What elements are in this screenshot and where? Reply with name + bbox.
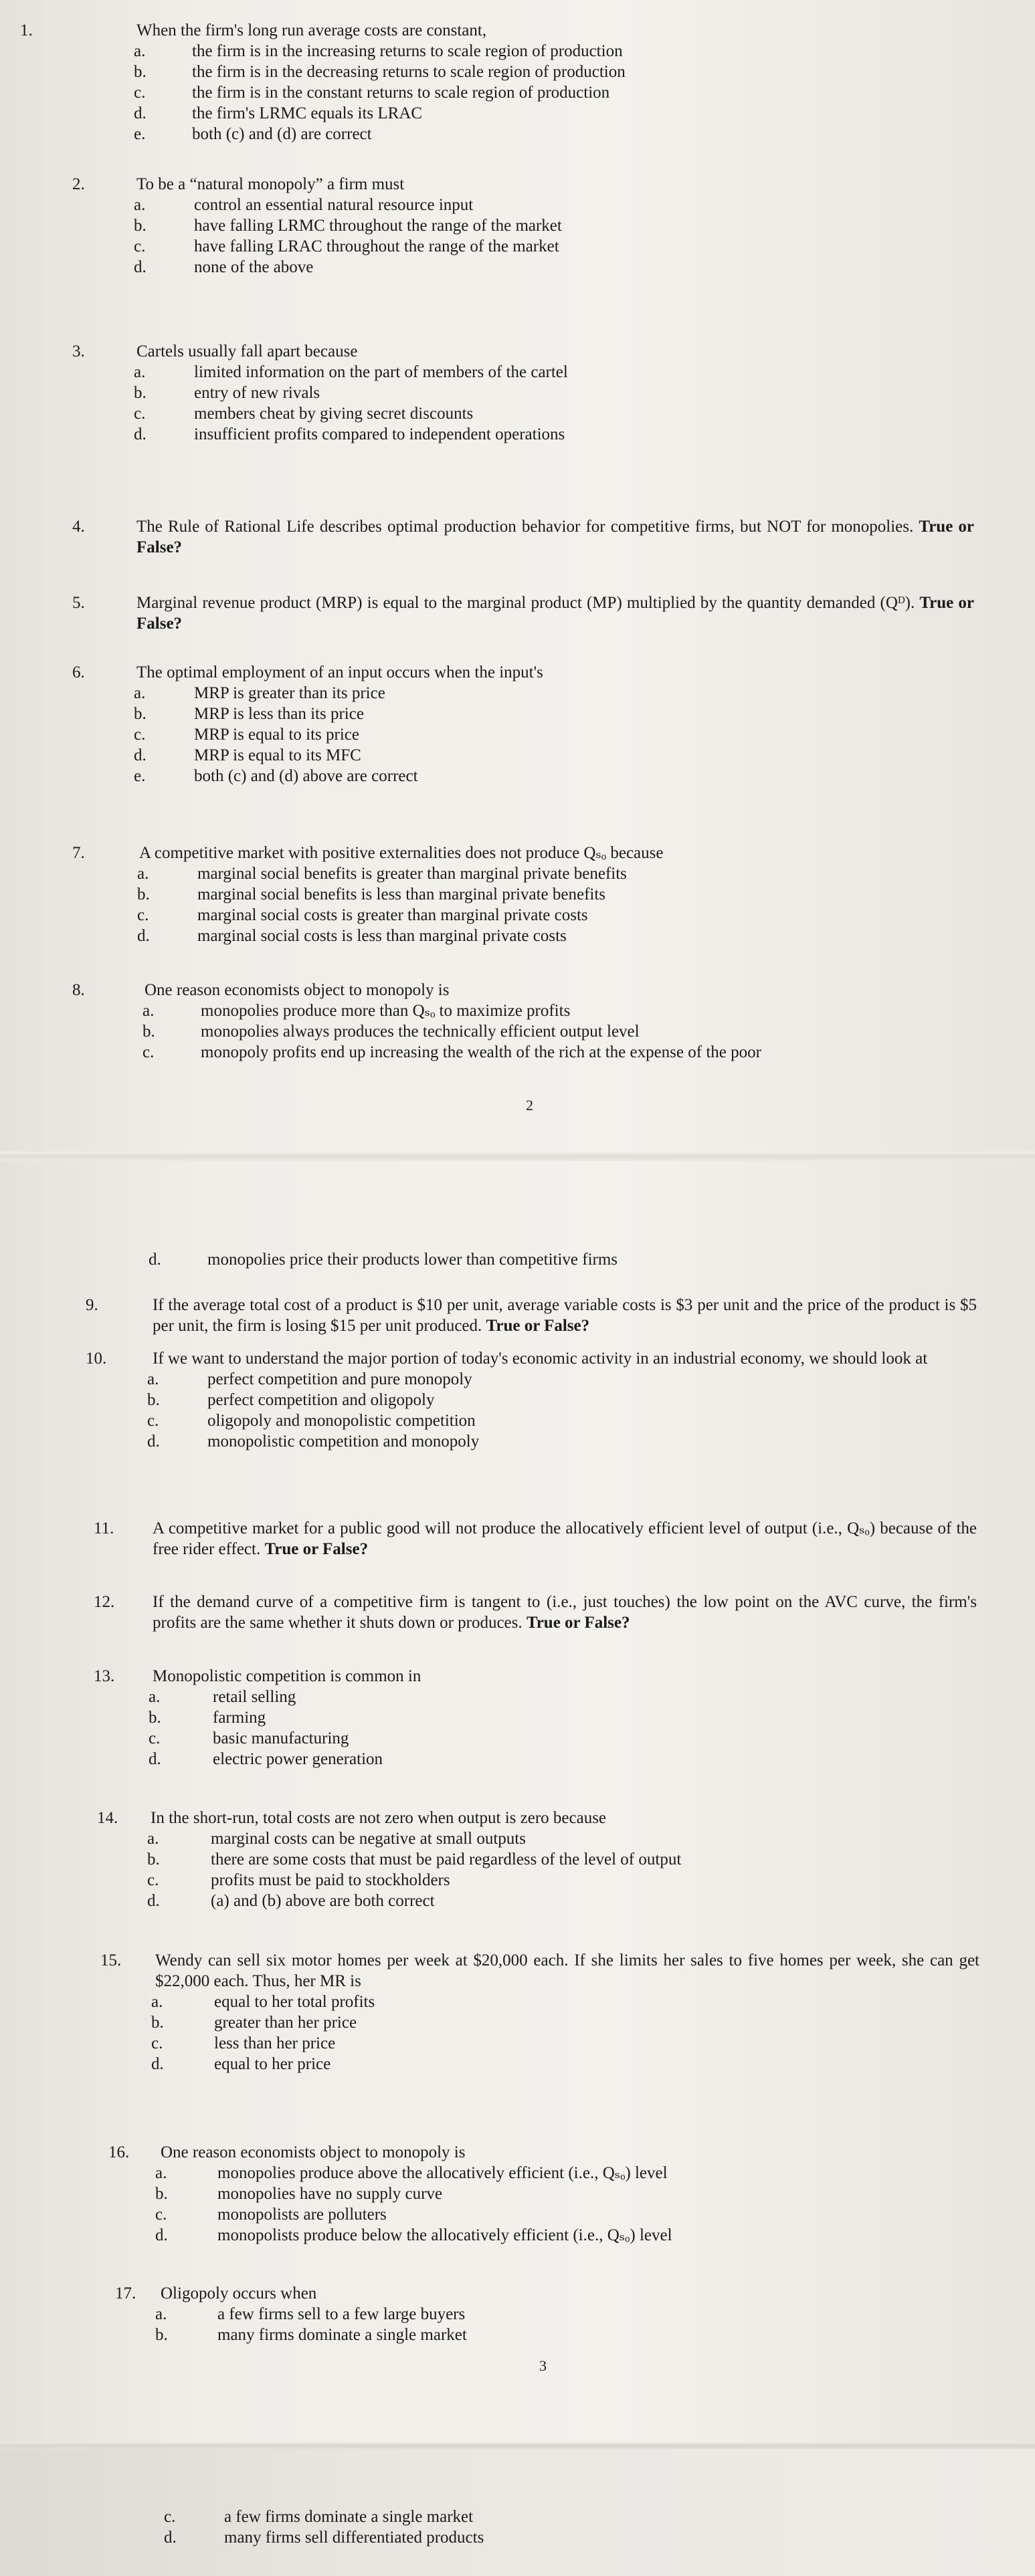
option-text: many firms sell differentiated products	[224, 2529, 484, 2547]
question-text: To be a “natural monopoly” a firm must	[136, 175, 405, 193]
page-number: 3	[539, 2357, 547, 2374]
option-letter: c.	[134, 726, 146, 744]
option-letter: b.	[143, 1023, 155, 1041]
question-text: If we want to understand the major portion of today's economic activity in an industrial economy, we should look at	[153, 1350, 928, 1368]
option-text: monopolies price their products lower than competitive firms	[207, 1251, 618, 1269]
question-text: If the demand curve of a competitive firm is tangent to (i.e., just touches) the low point on the AVC curve, the firm's profits are the same whether it shuts down or produces.	[153, 1593, 977, 1632]
option-text: monopolies always produces the technically efficient output level	[201, 1023, 640, 1041]
question-stem	[136, 662, 543, 683]
option-letter: a.	[151, 1993, 163, 2011]
option-text: MRP is less than its price	[194, 705, 364, 723]
question-stem	[136, 20, 486, 41]
option-text: there are some costs that must be paid regardless of the level of output	[211, 1850, 682, 1868]
option-text: equal to her price	[214, 2055, 331, 2073]
question-number: 12.	[94, 1593, 115, 1611]
page-number: 2	[526, 1097, 533, 1113]
question-number: 9.	[86, 1296, 98, 1314]
option-text: MRP is greater than its price	[194, 684, 385, 702]
true-false-prompt: True or False?	[526, 1614, 630, 1632]
question-text: When the firm's long run average costs are constant,	[136, 21, 487, 39]
option-text: monopolies have no supply curve	[217, 2185, 443, 2203]
question-text: In the short-run, total costs are not zero when output is zero because	[151, 1809, 607, 1827]
option-letter: d.	[149, 1251, 161, 1269]
page-divider	[0, 1152, 1035, 1161]
option-letter: b.	[137, 885, 150, 903]
option-letter: d.	[134, 425, 147, 443]
option-letter: c.	[134, 84, 146, 102]
option-letter: a.	[147, 1830, 159, 1848]
question-number: 17.	[115, 2284, 136, 2302]
question-text: The Rule of Rational Life describes optimal production behavior for competitive firms, but NOT for monopolies.	[136, 518, 914, 536]
option-letter: d.	[147, 1892, 160, 1910]
question-text: Marginal revenue product (MRP) is equal to the marginal product (MP) multiplied by the quantity demanded (Qᴰ).	[136, 594, 915, 612]
option-text: equal to her total profits	[214, 1993, 375, 2011]
question-stem	[136, 341, 357, 362]
question-number: 2.	[72, 175, 85, 193]
option-letter: a.	[155, 2305, 167, 2323]
option-letter: c.	[147, 1871, 159, 1889]
option-text: marginal social costs is greater than marginal private costs	[197, 906, 588, 924]
option-letter: b.	[134, 217, 147, 235]
question-text: A competitive market for a public good will not produce the allocatively efficient level of output (i.e., Qₛₒ) because of the free rider effect.	[153, 1519, 977, 1558]
question-stem	[139, 843, 663, 863]
option-text: basic manufacturing	[213, 1729, 349, 1747]
option-text: MRP is equal to its MFC	[194, 746, 361, 764]
option-text: retail selling	[213, 1688, 296, 1706]
option-text: none of the above	[194, 258, 314, 276]
question-number: 11.	[94, 1519, 114, 1537]
question-stem	[153, 1295, 977, 1336]
question-number: 15.	[100, 1951, 122, 1969]
question-text: Cartels usually fall apart because	[136, 342, 358, 360]
option-text: members cheat by giving secret discounts	[194, 405, 474, 423]
question-stem	[145, 980, 449, 1000]
option-text: insufficient profits compared to independent operations	[194, 425, 565, 443]
option-letter: b.	[147, 1391, 160, 1409]
true-false-prompt: True or False?	[486, 1317, 590, 1335]
option-letter: e.	[134, 125, 146, 143]
option-letter: d.	[134, 104, 147, 122]
option-text: less than her price	[214, 2034, 336, 2052]
question-stem	[153, 1348, 977, 1369]
question-number: 16.	[108, 2143, 130, 2161]
question-number: 3.	[72, 342, 85, 360]
question-number: 13.	[94, 1667, 115, 1685]
question-stem	[136, 593, 974, 634]
question-text: One reason economists object to monopoly is	[145, 981, 450, 999]
option-letter: b.	[147, 1850, 160, 1868]
true-false-prompt: True or False?	[264, 1540, 369, 1558]
question-stem	[153, 1592, 977, 1633]
question-text: Oligopoly occurs when	[161, 2284, 317, 2302]
option-text: MRP is equal to its price	[194, 726, 359, 744]
option-letter: c.	[137, 906, 149, 924]
option-letter: b.	[151, 2014, 164, 2032]
page-three	[0, 2446, 1035, 2576]
option-text: marginal social benefits is less than marginal private benefits	[197, 885, 606, 903]
option-text: a few firms dominate a single market	[224, 2508, 474, 2526]
question-stem	[136, 174, 404, 195]
option-letter: c.	[147, 1412, 159, 1430]
option-text: perfect competition and pure monopoly	[207, 1370, 472, 1388]
question-text: Monopolistic competition is common in	[153, 1667, 421, 1685]
option-text: both (c) and (d) above are correct	[194, 767, 418, 785]
option-letter: a.	[149, 1688, 161, 1706]
option-text: marginal costs can be negative at small outputs	[211, 1830, 526, 1848]
question-stem	[155, 1950, 979, 1992]
option-letter: a.	[143, 1002, 155, 1020]
option-text: marginal social benefits is greater than marginal private benefits	[197, 865, 627, 883]
question-text: A competitive market with positive externalities does not produce Qₛₒ because	[139, 844, 664, 862]
option-letter: d.	[134, 258, 147, 276]
option-text: control an essential natural resource input	[194, 196, 474, 214]
true-false-prompt: True or False?	[136, 518, 974, 556]
option-text: many firms dominate a single market	[217, 2326, 467, 2344]
option-text: the firm is in the increasing returns to scale region of production	[192, 42, 623, 60]
option-letter: b.	[134, 63, 147, 81]
option-text: profits must be paid to stockholders	[211, 1871, 450, 1889]
question-number: 8.	[72, 981, 85, 999]
option-letter: c.	[134, 405, 146, 423]
option-text: entry of new rivals	[194, 384, 320, 402]
option-letter: b.	[149, 1709, 161, 1727]
option-letter: b.	[155, 2326, 168, 2344]
option-letter: c.	[155, 2206, 167, 2224]
option-letter: d.	[149, 1750, 161, 1768]
option-text: monopoly profits end up increasing the wealth of the rich at the expense of the poor	[201, 1043, 761, 1061]
option-text: the firm is in the decreasing returns to scale region of production	[192, 63, 626, 81]
option-text: oligopoly and monopolistic competition	[207, 1412, 476, 1430]
option-text: monopolies produce more than Qₛₒ to maximize profits	[201, 1002, 571, 1020]
question-stem	[151, 1808, 606, 1828]
option-text: (a) and (b) above are both correct	[211, 1892, 435, 1910]
question-stem	[161, 2142, 465, 2163]
option-letter: a.	[137, 865, 149, 883]
option-text: the firm's LRMC equals its LRAC	[192, 104, 423, 122]
option-letter: d.	[164, 2529, 177, 2547]
option-text: monopolies produce above the allocatively efficient (i.e., Qₛₒ) level	[217, 2164, 668, 2182]
option-letter: d.	[137, 927, 150, 945]
option-letter: c.	[134, 237, 146, 255]
option-letter: b.	[134, 384, 147, 402]
option-letter: b.	[134, 705, 147, 723]
option-letter: d.	[155, 2226, 168, 2244]
question-number: 7.	[72, 844, 85, 862]
question-stem	[153, 1666, 421, 1687]
option-text: marginal social costs is less than marginal private costs	[197, 927, 567, 945]
question-text: One reason economists object to monopoly is	[161, 2143, 466, 2161]
option-letter: a.	[134, 363, 146, 381]
option-text: perfect competition and oligopoly	[207, 1391, 435, 1409]
option-letter: a.	[147, 1370, 159, 1388]
option-text: electric power generation	[213, 1750, 383, 1768]
option-text: have falling LRMC throughout the range of the market	[194, 217, 562, 235]
question-text: Wendy can sell six motor homes per week at $20,000 each. If she limits her sales to five homes per week, she can get $22,000 each. Thus, her MR is	[155, 1951, 979, 1990]
question-number: 10.	[86, 1350, 107, 1368]
question-text: If the average total cost of a product is $10 per unit, average variable costs is $3 per unit and the price of the product is $5 per unit, the firm is losing $15 per unit produced.	[153, 1296, 977, 1335]
question-stem	[136, 516, 974, 558]
option-letter: e.	[134, 767, 146, 785]
question-number: 1.	[20, 21, 33, 39]
option-letter: c.	[143, 1043, 155, 1061]
option-letter: d.	[134, 746, 147, 764]
option-text: the firm is in the constant returns to scale region of production	[192, 84, 610, 102]
option-letter: d.	[147, 1432, 160, 1451]
option-letter: c.	[151, 2034, 163, 2052]
option-text: farming	[213, 1709, 266, 1727]
option-letter: c.	[164, 2508, 176, 2526]
option-letter: a.	[134, 684, 146, 702]
question-stem	[153, 1518, 977, 1560]
option-text: a few firms sell to a few large buyers	[217, 2305, 466, 2323]
option-text: both (c) and (d) are correct	[192, 125, 372, 143]
option-letter: b.	[155, 2185, 168, 2203]
question-stem	[161, 2283, 316, 2304]
option-letter: a.	[155, 2164, 167, 2182]
question-number: 4.	[72, 518, 85, 536]
option-text: monopolistic competition and monopoly	[207, 1432, 480, 1451]
option-letter: c.	[149, 1729, 161, 1747]
option-text: limited information on the part of members of the cartel	[194, 363, 568, 381]
option-letter: a.	[134, 42, 146, 60]
option-letter: a.	[134, 196, 146, 214]
question-number: 6.	[72, 663, 85, 681]
question-number: 14.	[97, 1809, 118, 1827]
question-text: The optimal employment of an input occurs when the input's	[136, 663, 543, 681]
option-text: monopolists produce below the allocatively efficient (i.e., Qₛₒ) level	[217, 2226, 672, 2244]
question-number: 5.	[72, 594, 85, 612]
option-text: greater than her price	[214, 2014, 357, 2032]
option-text: have falling LRAC throughout the range of the market	[194, 237, 559, 255]
option-letter: d.	[151, 2055, 164, 2073]
page-divider	[0, 2442, 1035, 2449]
true-false-prompt: True or False?	[136, 594, 974, 633]
option-text: monopolists are polluters	[217, 2206, 387, 2224]
